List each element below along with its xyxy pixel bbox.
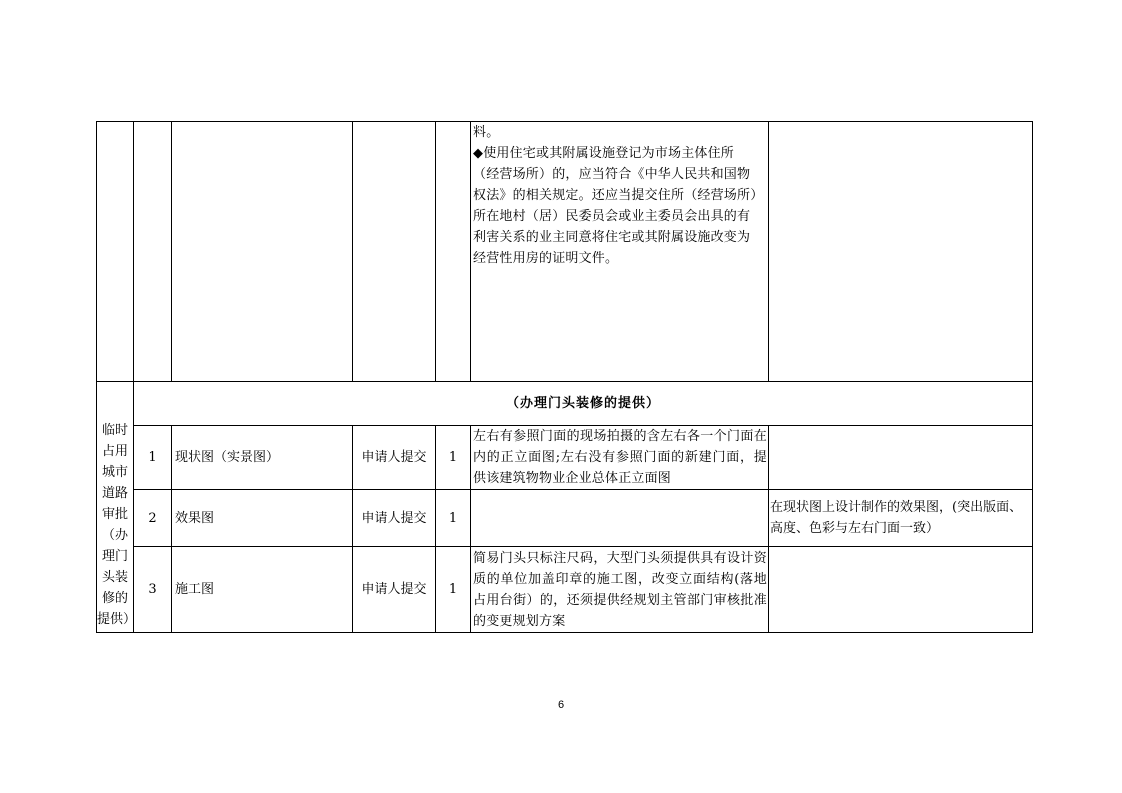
note-cell: [769, 547, 1033, 633]
matter-line: 头装: [101, 570, 128, 585]
continuation-line: 经营性用房的证明文件。: [473, 251, 619, 266]
continuation-line: 权法》的相关规定。还应当提交住所（经营场所）: [473, 188, 764, 203]
seq-cell: 1: [134, 426, 172, 490]
matter-line: 审批: [101, 507, 128, 522]
continuation-line: ◆使用住宅或其附属设施登记为市场主体住所: [473, 146, 734, 161]
source-cell: 申请人提交: [353, 490, 436, 547]
requirement-cell-cont: [471, 122, 769, 382]
continuation-line: 所在地村（居）民委员会或业主委员会出具的有: [473, 209, 751, 224]
matter-line: 城市: [101, 465, 128, 480]
continuation-line: （经营场所）的，应当符合《中华人民共和国物: [473, 167, 751, 182]
seq-cell: 2: [134, 490, 172, 547]
section-header: （办理门头装修的提供）: [134, 382, 1033, 426]
table-row: [97, 426, 1033, 490]
qty-cell-cont: [436, 122, 471, 382]
source-cell: 申请人提交: [353, 426, 436, 490]
source-cell: 申请人提交: [353, 547, 436, 633]
matter-line: （办: [101, 528, 128, 543]
note-cell: [769, 426, 1033, 490]
name-cell: 现状图（实景图）: [172, 426, 353, 490]
matter-line: 提供）: [97, 612, 137, 627]
source-cell-cont: [353, 122, 436, 382]
seq-cell: 3: [134, 547, 172, 633]
requirement-cell: 左右有参照门面的现场拍摄的含左右各一个门面在内的正立面图;左右没有参照门面的新建门面，提供该建筑物物业企业总体正立面图: [471, 426, 769, 490]
requirement-cell: [471, 490, 769, 547]
matter-line: 占用: [101, 444, 128, 459]
table-row: [97, 490, 1033, 547]
materials-table: [96, 121, 1033, 633]
continuation-line: 料。: [473, 125, 500, 140]
page-number: 6: [557, 699, 565, 711]
matter-line: 临时: [101, 423, 128, 438]
name-cell: 施工图: [172, 547, 353, 633]
matter-line: 修的: [101, 591, 128, 606]
matter-cell-cont: [97, 122, 134, 382]
matter-line: 理门: [101, 549, 128, 564]
matter-line: 道路: [101, 486, 128, 501]
note-cell-cont: [769, 122, 1033, 382]
note-cell: 在现状图上设计制作的效果图，(突出版面、高度、色彩与左右门面一致）: [769, 490, 1033, 547]
matter-cell: [97, 382, 137, 633]
continuation-line: 利害关系的业主同意将住宅或其附属设施改变为: [473, 230, 751, 245]
continuation-row: [97, 122, 1033, 382]
qty-cell: 1: [436, 547, 471, 633]
name-cell: 效果图: [172, 490, 353, 547]
qty-cell: 1: [436, 490, 471, 547]
table-row: [97, 547, 1033, 633]
qty-cell: 1: [436, 426, 471, 490]
section-header-row: [97, 382, 1033, 426]
requirement-cell: 简易门头只标注尺码，大型门头须提供具有设计资质的单位加盖印章的施工图，改变立面结构(落地占用台街）的，还须提供经规划主管部门审核批准的变更规划方案: [471, 547, 769, 633]
seq-cell-cont: [134, 122, 172, 382]
name-cell-cont: [172, 122, 353, 382]
